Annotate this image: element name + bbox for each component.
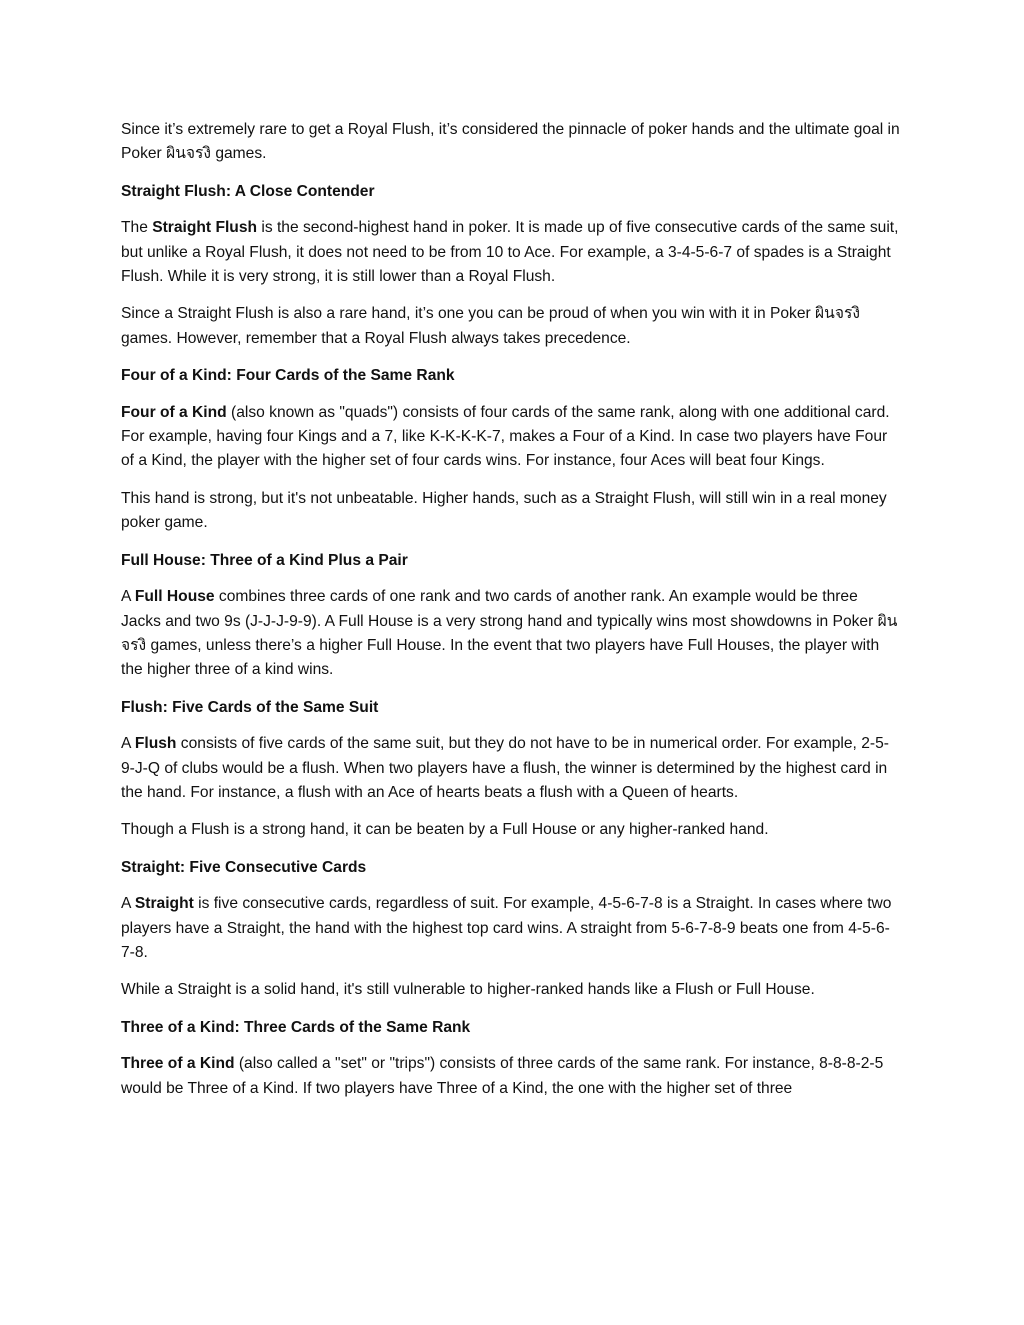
paragraph-text: (also known as "quads") consists of four cards of the same rank, along with one additional card. For example, having four Kings and a 7, like K-K-K-K-7, makes a Four of a Kind. In case two players have Four of a Kind, the player with the higher set of four cards wins. For instance, four Aces will beat four Kings. [121, 403, 890, 470]
section-heading: Straight: Five Consecutive Cards [121, 858, 367, 876]
paragraph-text: Since a Straight Flush is also a rare hand, it’s one you can be proud of when you win with it in Poker ผินจรงิ games. However, remember that a Royal Flush always takes precedence. [121, 305, 860, 347]
bold-term: Flush [134, 735, 177, 753]
body-paragraph [121, 892, 901, 965]
body-paragraph [121, 978, 901, 1002]
bold-term: Full House [134, 588, 215, 606]
paragraph-text: Since it’s extremely rare to get a Royal Flush, it’s considered the pinnacle of poker hands and the ultimate goal in Poker ผินจรงิ games. [121, 121, 900, 163]
paragraph-text: This hand is strong, but it's not unbeatable. Higher hands, such as a Straight Flush, will still win in a real money poker game. [121, 489, 887, 532]
body-paragraph [121, 401, 901, 474]
paragraph-text: (also called a "set" or "trips") consists of three cards of the same rank. For instance, 8-8-8-2-5 would be Three of a Kind. If two players have Three of a Kind, the one with the higher set of three [121, 1055, 884, 1097]
section-heading: Four of a Kind: Four Cards of the Same Rank [121, 367, 455, 385]
paragraph-text: Though a Flush is a strong hand, it can be beaten by a Full House or any higher-ranked hand. [121, 821, 769, 839]
paragraph-text: combines three cards of one rank and two cards of another rank. An example would be three Jacks and two 9s (J-J-J-9-9). A Full House is a very strong hand and typically wins most showdowns in Poker ผินจรงิ games, unless there’s a higher Full House. In the event that two players have Full Houses, the player with the higher three of a kind wins. [121, 588, 898, 679]
body-paragraph [121, 118, 901, 167]
body-paragraph [121, 1052, 901, 1101]
section-heading: Straight Flush: A Close Contender [121, 182, 375, 200]
paragraph-text: While a Straight is a solid hand, it's still vulnerable to higher-ranked hands like a Flush or Full House. [121, 981, 815, 999]
paragraph-text: is five consecutive cards, regardless of suit. For example, 4-5-6-7-8 is a Straight. In cases where two players have a Straight, the hand with the highest top card wins. A straight from 5-6-7-8-9 beats one from 4-5-6-7-8. [121, 895, 892, 961]
bold-term: Four of a Kind [121, 403, 227, 421]
body-paragraph [121, 302, 901, 351]
document-page [121, 118, 901, 1114]
body-paragraph [121, 818, 901, 842]
paragraph-text: is the second-highest hand in poker. It is made up of five consecutive cards of the same suit, but unlike a Royal Flush, it does not need to be from 10 to Ace. For example, a 3-4-5-6-7 of spades is a Straight Flush. While it is very strong, it is still lower than a Royal Flush. [121, 219, 899, 286]
section-heading: Three of a Kind: Three Cards of the Same Rank [121, 1018, 471, 1036]
bold-term: Straight Flush [152, 219, 258, 237]
paragraph-text: A [121, 895, 135, 913]
paragraph-text: A [121, 735, 135, 753]
paragraph-text: The [121, 219, 153, 237]
body-paragraph [121, 216, 901, 289]
bold-term: Three of a Kind [121, 1055, 235, 1073]
paragraph-text: consists of five cards of the same suit, but they do not have to be in numerical order. For example, 2-5-9-J-Q of clubs would be a flush. When two players have a flush, the winner is determined by the highest card in the hand. For instance, a flush with an Ace of hearts beats a flush with a Queen of hearts. [121, 735, 889, 801]
section-heading: Flush: Five Cards of the Same Suit [121, 698, 379, 716]
bold-term: Straight [134, 895, 194, 913]
section-heading: Full House: Three of a Kind Plus a Pair [121, 551, 408, 569]
body-paragraph [121, 487, 901, 536]
paragraph-text: A [121, 588, 135, 606]
body-paragraph [121, 732, 901, 805]
body-paragraph [121, 585, 901, 683]
